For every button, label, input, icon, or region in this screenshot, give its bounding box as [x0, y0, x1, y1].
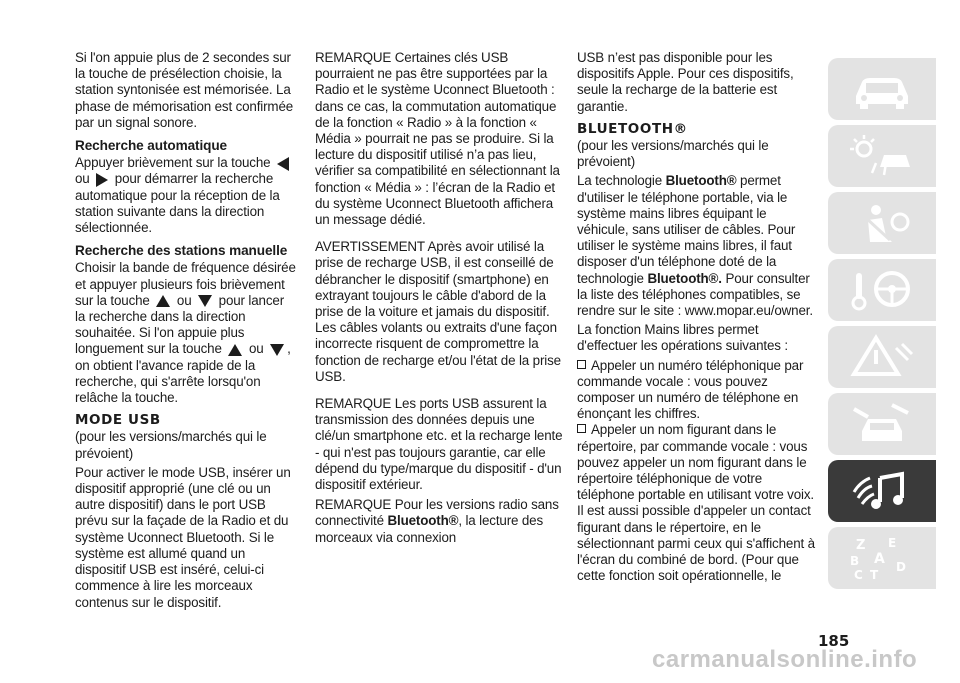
arrow-up-icon — [156, 295, 170, 307]
index-letter: B — [850, 554, 860, 568]
paragraph: REMARQUE Certaines clés USB pourraient ne pas être supportées par la Radio et le système Uconnect Bluetooth : dans ce cas, la commutation automatique de la fonction « Radio » à la fonction « Média » pourrait ne pas se produire. Si la lecture du dispositif utilisé n’a pas lieu, vérifier sa compatibilité en sélectionnant la fonction « Média » : l’écran de la Radio et du système Uconnect Bluetooth affichera un message dédié. — [315, 50, 560, 228]
key-steering-wheel-icon — [846, 267, 918, 313]
text-column-1 — [75, 50, 297, 611]
chapter-tab[interactable] — [828, 58, 936, 120]
square-bullet-icon — [577, 424, 586, 433]
text-column-3 — [577, 50, 815, 585]
page-number: 185 — [818, 632, 850, 650]
chapter-tab[interactable] — [828, 527, 936, 589]
square-bullet-icon — [577, 360, 586, 369]
chapter-tabs — [828, 58, 936, 594]
chapter-tab[interactable] — [828, 259, 936, 321]
paragraph: USB n’est pas disponible pour les dispositifs Apple. Pour ces dispositifs, seule la recharge de la batterie est garantie. — [577, 50, 794, 114]
list-item: Appeler un numéro téléphonique par commande vocale : vous pouvez composer un numéro de téléphone en énonçant les chiffres. — [577, 357, 804, 422]
chapter-tab[interactable] — [828, 192, 936, 254]
arrow-left-icon — [277, 157, 289, 171]
seatbelt-airbag-icon — [846, 200, 918, 246]
arrow-up-icon — [228, 344, 242, 356]
watermark: carmanualsonline.info — [652, 646, 918, 673]
chapter-tab-multimedia[interactable] — [828, 460, 936, 522]
index-letter: C — [854, 568, 863, 581]
dashboard-lights-icon — [846, 133, 918, 179]
car-icon — [846, 66, 918, 112]
arrow-right-icon — [96, 173, 108, 187]
paragraph: La fonction Mains libres permet d'effectuer les opérations suivantes : — [577, 322, 788, 354]
paragraph: (pour les versions/marchés qui le prévoient) — [577, 138, 769, 170]
index-letter: Z — [856, 538, 866, 553]
paragraph: Choisir la bande de fréquence désirée et appuyer plusieurs fois brièvement sur la touche ou pour lancer la recherche dans la direction souhaitée. Si l'on appuie plus longuement sur la touche ou , on obtient l'avance rapide de la recherche, qui s'arrête lorsqu'on relâche la touche. — [75, 260, 296, 406]
paragraph: (pour les versions/marchés qui le prévoient) — [75, 429, 267, 461]
paragraph: REMARQUE Les ports USB assurent la transmission des données depuis une clé/un smartphone etc. et la recharge lente - qui n'est pas toujours garantie, car elle dépend du type/marque du dispositif - d'un dispositif extérieur. — [315, 396, 563, 493]
index-letter: A — [874, 551, 885, 567]
chapter-tab[interactable] — [828, 393, 936, 455]
list-item: Appeler un nom figurant dans le répertoire, par commande vocale : vous pouvez appeler un nom figurant dans le répertoire téléphonique de votre téléphone portable en utilisant votre voix. Il est aussi possible d'appeler un contact figurant dans le répertoire, en le sélectionnant parmi ceux qui s'affichent à l'écran du combiné de bord. (Pour que cette fonction soit opérationnelle, le — [577, 422, 815, 584]
index-letter: D — [896, 560, 906, 574]
arrow-down-icon — [270, 344, 284, 356]
chapter-tab[interactable] — [828, 326, 936, 388]
paragraph: REMARQUE Pour les versions radio sans connectivité Bluetooth®, la lecture des morceaux via connexion — [315, 497, 559, 545]
warning-triangle-icon — [846, 334, 918, 380]
text-column-2 — [315, 50, 563, 546]
arrow-down-icon — [198, 295, 212, 307]
paragraph: Appuyer brièvement sur la touche ou pour démarrer la recherche automatique pour la réception de la station suivante dans la direction sélectionnée. — [75, 155, 297, 236]
index-letter: E — [888, 536, 897, 550]
heading-bluetooth: BLUETOOTH® — [577, 120, 688, 137]
paragraph: Si l'on appuie plus de 2 secondes sur la touche de présélection choisie, la station syntonisée est mémorisée. La phase de mémorisation est confirmée par un signal sonore. — [75, 50, 294, 130]
heading-usb-mode: MODE USB — [75, 412, 161, 429]
heading-manual-search: Recherche des stations manuelle — [75, 243, 288, 259]
paragraph: Pour activer le mode USB, insérer un dispositif approprié (une clé ou un autre dispositif) dans le port USB prévu sur la façade de la Radio et du système Uconnect Bluetooth. Si le système est allumé quand un dispositif USB est inséré, celui-ci commence à lire les morceaux contenus sur le dispositif. — [75, 464, 291, 610]
heading-automatic-search: Recherche automatique — [75, 138, 228, 154]
paragraph: La technologie Bluetooth® permet d'utiliser le téléphone portable, via le système mains libres équipant le véhicule, sans utiliser de câbles. Pour utiliser le système mains libres, il faut disposer d'un téléphone doté de la technologie Bluetooth®. Pour consulter la liste des téléphones compatibles, se rendre sur le site : www.mopar.eu/owner. — [577, 173, 813, 319]
chapter-tab[interactable] — [828, 125, 936, 187]
index-letter: T — [870, 568, 879, 581]
tools-car-icon — [846, 401, 918, 447]
multimedia-icon — [846, 468, 918, 514]
alphabetical-index-icon — [846, 535, 918, 581]
paragraph: AVERTISSEMENT Après avoir utilisé la prise de recharge USB, il est conseillé de débrancher le dispositif (smartphone) en extrayant toujours le câble d'abord de la prise de la voiture et jamais du dispositif. Les câbles volants ou extraits d'une façon incorrecte risquent de compromettre la fonction de recharge et/ou l'état de la prise USB. — [315, 239, 561, 384]
